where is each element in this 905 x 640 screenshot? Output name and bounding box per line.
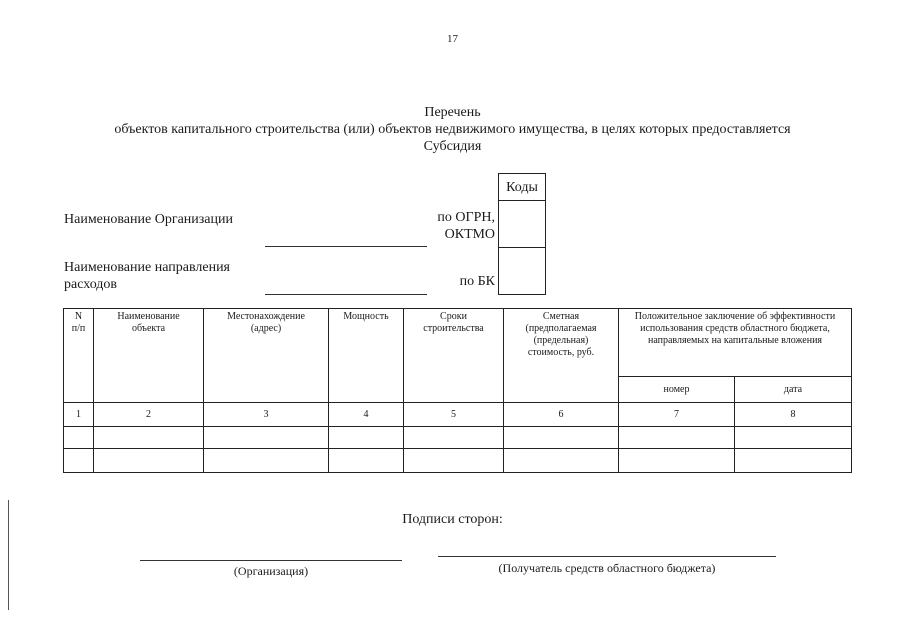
sig-recipient-line: [438, 556, 776, 557]
title-line-1: Перечень: [424, 105, 481, 120]
sig-org-caption: (Организация): [233, 564, 309, 578]
table-cell: [64, 427, 94, 449]
code-ogrn-cell: [499, 201, 545, 248]
header-location: Местонахождение (адрес): [204, 309, 329, 403]
col-number-5: 5: [404, 403, 504, 427]
sig-org-line: [140, 560, 402, 561]
table-cell: [735, 449, 852, 473]
table-cell: [404, 449, 504, 473]
header-conclusion: Положительное заключение об эффективности использования средств областного бюджета, направляемых на капитальные вложения: [619, 309, 852, 377]
objects-table: [63, 308, 852, 473]
table-row: [64, 449, 852, 473]
table-cell: [504, 449, 619, 473]
direction-line: [265, 294, 427, 295]
document-title: [0, 104, 905, 155]
org-name-line: [265, 246, 427, 247]
title-line-3: Субсидия: [423, 139, 482, 154]
codes-header: Коды: [499, 174, 545, 201]
table-cell: [619, 427, 735, 449]
header-capacity: Мощность: [329, 309, 404, 403]
table-cell: [735, 427, 852, 449]
col-number-8: 8: [735, 403, 852, 427]
header-object-name: Наименование объекта: [94, 309, 204, 403]
table-cell: [329, 427, 404, 449]
direction-label-1: Наименование направления: [64, 260, 230, 275]
col-number-1: 1: [64, 403, 94, 427]
org-name-label: Наименование Организации: [64, 212, 233, 227]
subheader-number: номер: [619, 377, 735, 403]
col-number-6: 6: [504, 403, 619, 427]
col-number-2: 2: [94, 403, 204, 427]
table-cell: [504, 427, 619, 449]
table-cell: [619, 449, 735, 473]
table-cell: [64, 449, 94, 473]
code-bk-cell: [499, 248, 545, 294]
page-number: 17: [447, 33, 458, 45]
table-cell: [204, 449, 329, 473]
org-code-label-1: по ОГРН,: [437, 210, 495, 225]
subheader-date: дата: [735, 377, 852, 403]
col-number-4: 4: [329, 403, 404, 427]
table-cell: [94, 427, 204, 449]
table-cell: [404, 427, 504, 449]
signatures-title: Подписи сторон:: [402, 512, 503, 527]
header-number: N п/п: [64, 309, 94, 403]
table-cell: [204, 427, 329, 449]
table-cell: [94, 449, 204, 473]
title-line-2: объектов капитального строительства (или) объектов недвижимого имущества, в целях которых предоставляется: [114, 122, 791, 137]
table-cell: [329, 449, 404, 473]
org-code-label-2: ОКТМО: [444, 227, 495, 242]
header-estimated-cost: Сметная (предполагаемая (предельная) стоимость, руб.: [504, 309, 619, 403]
col-number-3: 3: [204, 403, 329, 427]
table-row: [64, 427, 852, 449]
direction-label-2: расходов: [64, 277, 118, 292]
codes-box: [498, 173, 546, 295]
bk-label: по БК: [459, 274, 495, 289]
col-number-7: 7: [619, 403, 735, 427]
sig-recipient-caption: (Получатель средств областного бюджета): [498, 561, 716, 575]
header-construction-period: Сроки строительства: [404, 309, 504, 403]
